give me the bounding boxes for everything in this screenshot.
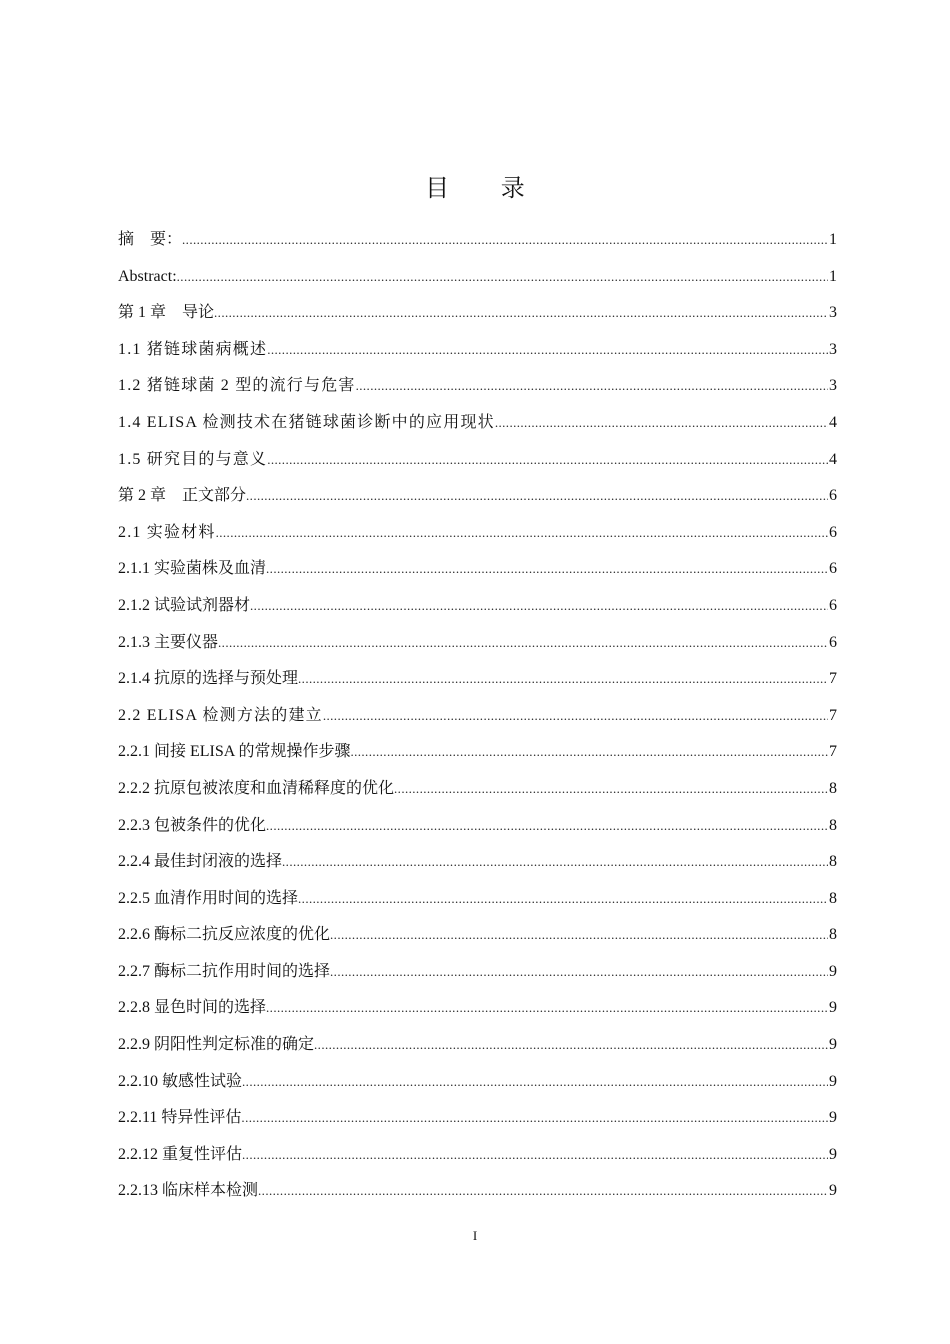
toc-dot-leader — [394, 775, 828, 803]
toc-dot-leader — [350, 738, 828, 766]
toc-entry-label: 2.2.2 抗原包被浓度和血清稀释度的优化 — [118, 779, 395, 797]
toc-entry[interactable] — [118, 848, 837, 885]
toc-entry-label: 2.2 ELISA 检测方法的建立 — [118, 706, 323, 724]
toc-entry-label: 2.2.8 显色时间的选择 — [118, 999, 267, 1017]
toc-dot-leader — [282, 848, 828, 876]
toc-entry[interactable] — [118, 263, 837, 300]
toc-entry-page-number: 9 — [829, 1145, 837, 1163]
toc-entry[interactable] — [118, 336, 837, 373]
toc-entry-label: 2.2.4 最佳封闭液的选择 — [118, 853, 283, 871]
toc-dot-leader — [330, 921, 828, 949]
toc-entry-label: Abstract: — [118, 267, 177, 285]
toc-entry-page-number: 3 — [829, 304, 837, 322]
toc-entry-label: 2.1 实验材料 — [118, 523, 216, 541]
toc-entry-page-number: 7 — [829, 706, 837, 724]
toc-dot-leader — [177, 263, 828, 291]
toc-dot-leader — [330, 958, 828, 986]
toc-entry-label: 摘 要： — [118, 231, 183, 248]
toc-dot-leader — [182, 226, 828, 254]
toc-entry[interactable] — [118, 592, 837, 629]
toc-entry-label: 2.2.13 临床样本检测 — [118, 1182, 259, 1200]
toc-entry-label: 2.2.9 阴阳性判定标准的确定 — [118, 1036, 315, 1054]
toc-entry-page-number: 1 — [829, 267, 837, 285]
toc-entry-label: 1.4 ELISA 检测技术在猪链球菌诊断中的应用现状 — [118, 413, 495, 431]
toc-entry[interactable] — [118, 885, 837, 922]
toc-entry[interactable] — [118, 226, 837, 263]
toc-entry-page-number: 3 — [829, 340, 837, 358]
toc-dot-leader — [495, 409, 828, 437]
toc-entry-label: 2.1.1 实验菌株及血清 — [118, 560, 267, 578]
toc-entry[interactable] — [118, 409, 837, 446]
toc-entry-page-number: 7 — [829, 743, 837, 761]
toc-entry-page-number: 8 — [829, 853, 837, 871]
table-of-contents — [118, 226, 837, 1214]
toc-dot-leader — [242, 1068, 828, 1096]
toc-entry[interactable] — [118, 372, 837, 409]
toc-entry-page-number: 9 — [829, 1036, 837, 1054]
toc-entry[interactable] — [118, 519, 837, 556]
toc-dot-leader — [356, 372, 828, 400]
toc-dot-leader — [258, 1177, 828, 1205]
toc-entry-label: 2.2.6 酶标二抗反应浓度的优化 — [118, 926, 331, 944]
toc-entry-label: 2.2.3 包被条件的优化 — [118, 816, 267, 834]
toc-entry-label: 2.2.5 血清作用时间的选择 — [118, 889, 299, 907]
toc-entry[interactable] — [118, 812, 837, 849]
toc-entry-label: 2.1.4 抗原的选择与预处理 — [118, 670, 299, 688]
toc-entry-label: 2.2.10 敏感性试验 — [118, 1072, 243, 1090]
toc-dot-leader — [298, 885, 828, 913]
toc-entry-page-number: 4 — [829, 413, 837, 431]
toc-entry-page-number: 8 — [829, 816, 837, 834]
toc-dot-leader — [246, 482, 828, 510]
toc-dot-leader — [242, 1141, 828, 1169]
toc-entry-label: 2.1.3 主要仪器 — [118, 633, 219, 651]
toc-entry-page-number: 6 — [829, 523, 837, 541]
toc-entry-label: 2.2.1 间接 ELISA 的常规操作步骤 — [118, 743, 351, 761]
toc-entry-label: 2.2.12 重复性评估 — [118, 1145, 243, 1163]
toc-entry[interactable] — [118, 994, 837, 1031]
toc-entry-page-number: 1 — [829, 231, 837, 248]
toc-entry-page-number: 9 — [829, 1109, 837, 1127]
toc-dot-leader — [314, 1031, 828, 1059]
toc-entry[interactable] — [118, 921, 837, 958]
toc-entry[interactable] — [118, 629, 837, 666]
toc-entry-page-number: 8 — [829, 779, 837, 797]
toc-entry-page-number: 8 — [829, 926, 837, 944]
toc-entry[interactable] — [118, 775, 837, 812]
toc-entry[interactable] — [118, 446, 837, 483]
toc-entry-label: 1.1 猪链球菌病概述 — [118, 340, 268, 358]
toc-dot-leader — [266, 812, 828, 840]
toc-entry[interactable] — [118, 482, 837, 519]
toc-entry-page-number: 8 — [829, 889, 837, 907]
toc-entry[interactable] — [118, 1177, 837, 1214]
toc-entry-page-number: 9 — [829, 999, 837, 1017]
toc-entry[interactable] — [118, 738, 837, 775]
page-title: 目 录 — [425, 174, 547, 202]
toc-entry[interactable] — [118, 1104, 837, 1141]
toc-dot-leader — [266, 994, 828, 1022]
toc-entry[interactable] — [118, 1141, 837, 1178]
toc-entry[interactable] — [118, 1031, 837, 1068]
toc-entry-page-number: 6 — [829, 487, 837, 505]
toc-entry-label: 第 2 章 正文部分 — [118, 487, 247, 505]
toc-entry-page-number: 7 — [829, 670, 837, 688]
toc-entry-label: 2.2.11 特异性评估 — [118, 1109, 242, 1127]
toc-dot-leader — [267, 336, 828, 364]
toc-dot-leader — [214, 299, 828, 327]
toc-entry-label: 2.2.7 酶标二抗作用时间的选择 — [118, 962, 331, 980]
toc-entry-page-number: 9 — [829, 1072, 837, 1090]
toc-entry-page-number: 6 — [829, 596, 837, 614]
toc-dot-leader — [323, 702, 828, 730]
toc-dot-leader — [241, 1104, 828, 1132]
toc-entry-label: 2.1.2 试验试剂器材 — [118, 596, 251, 614]
page-number: I — [472, 1228, 478, 1243]
toc-entry-page-number: 4 — [829, 450, 837, 468]
toc-entry[interactable] — [118, 1068, 837, 1105]
toc-entry[interactable] — [118, 665, 837, 702]
toc-entry[interactable] — [118, 958, 837, 995]
toc-dot-leader — [266, 555, 828, 583]
toc-entry-page-number: 6 — [829, 633, 837, 651]
toc-entry[interactable] — [118, 299, 837, 336]
toc-entry-page-number: 6 — [829, 560, 837, 578]
toc-dot-leader — [218, 629, 828, 657]
toc-dot-leader — [267, 446, 828, 474]
toc-entry-label: 1.5 研究目的与意义 — [118, 450, 268, 468]
toc-entry-page-number: 9 — [829, 962, 837, 980]
toc-entry-page-number: 3 — [829, 377, 837, 395]
toc-dot-leader — [250, 592, 828, 620]
toc-entry[interactable] — [118, 555, 837, 592]
toc-entry-page-number: 9 — [829, 1182, 837, 1200]
toc-dot-leader — [216, 519, 828, 547]
toc-entry-label: 第 1 章 导论 — [118, 304, 215, 322]
toc-entry[interactable] — [118, 702, 837, 739]
toc-dot-leader — [298, 665, 828, 693]
toc-entry-label: 1.2 猪链球菌 2 型的流行与危害 — [118, 377, 356, 395]
